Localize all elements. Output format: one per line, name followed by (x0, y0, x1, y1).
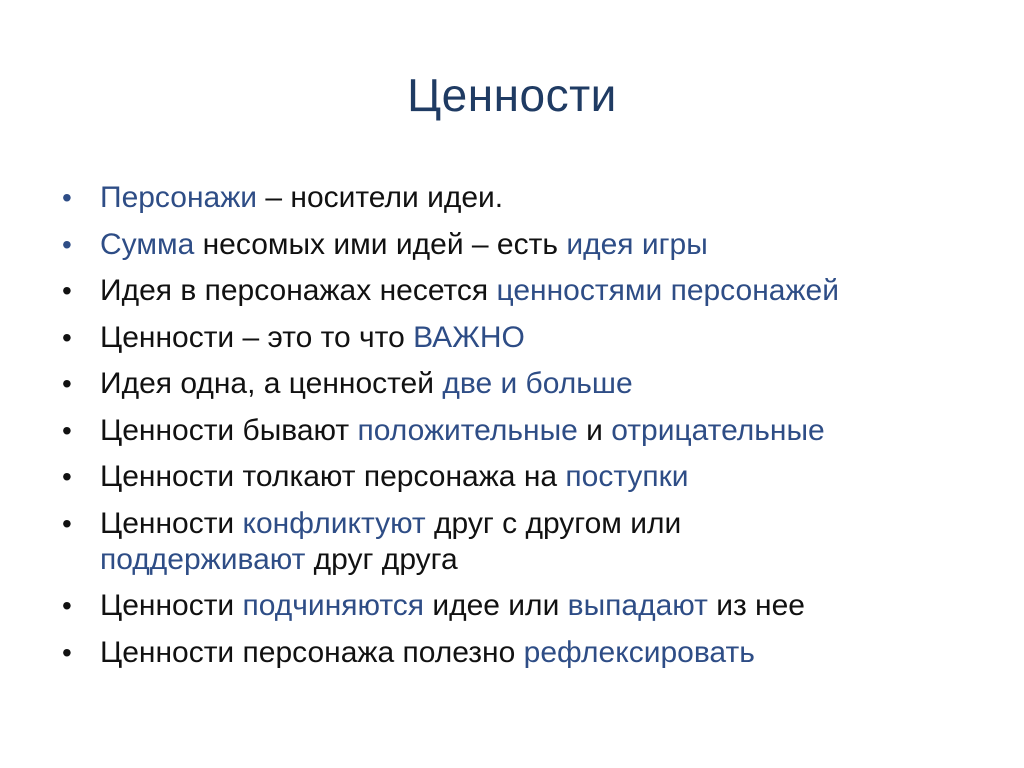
bullet-line (100, 459, 1000, 495)
bullet-marker: • (62, 590, 72, 621)
body-text: друг друга (305, 542, 458, 576)
bullet-line (100, 320, 1000, 356)
bullet-marker: • (62, 414, 72, 446)
bullet-line (100, 273, 1000, 309)
body-text: Ценности – это то что (100, 320, 414, 354)
bullet-line (100, 366, 1000, 402)
highlight-text: отрицательные (611, 413, 825, 447)
bullet-item (60, 273, 1000, 309)
highlight-text: идея игры (566, 227, 708, 261)
bullet-item (60, 366, 1000, 402)
bullet-item (60, 413, 1000, 449)
bullet-line (100, 635, 1000, 671)
slide-title: Ценности (407, 69, 617, 121)
bullet-line (100, 506, 1000, 542)
bullet-marker: • (62, 368, 72, 399)
bullet-item (60, 227, 1000, 263)
bullet-list (60, 180, 1000, 681)
bullet-marker: • (62, 507, 72, 539)
highlight-text: положительные (357, 413, 578, 447)
bullet-item (60, 588, 1000, 624)
body-text: идее или (424, 589, 568, 622)
bullet-line (100, 180, 1000, 216)
highlight-text: подчиняются (242, 589, 424, 622)
bullet-item (60, 320, 1000, 356)
body-text: Идея одна, а ценностей (100, 367, 443, 400)
body-text: Ценности персонажа полезно (100, 635, 524, 669)
highlight-text: поступки (565, 460, 689, 493)
body-text: Ценности (100, 506, 243, 540)
body-text: Ценности толкают персонажа на (100, 460, 566, 493)
body-text: друг с другом или (425, 506, 682, 540)
body-text: Идея в персонажах несется (100, 274, 497, 307)
highlight-text: две и больше (442, 367, 633, 400)
bullet-item (60, 635, 1000, 671)
body-text: несомых ими идей – есть (194, 227, 567, 261)
bullet-item (60, 459, 1000, 495)
bullet-marker: • (62, 321, 72, 353)
bullet-marker: • (62, 636, 72, 668)
highlight-text: ценностями персонажей (496, 274, 839, 307)
bullet-item (60, 506, 1000, 578)
bullet-marker: • (62, 461, 72, 492)
highlight-text: ВАЖНО (413, 320, 525, 354)
bullet-item (60, 180, 1000, 216)
bullet-line (100, 227, 1000, 263)
bullet-marker: • (62, 182, 72, 213)
highlight-text: Персонажи (100, 181, 258, 214)
highlight-text: конфликтуют (242, 506, 426, 540)
highlight-text: рефлексировать (523, 635, 755, 669)
body-text: – носители идеи. (257, 181, 504, 214)
bullet-line (100, 413, 1000, 449)
body-text: Ценности (100, 589, 243, 622)
bullet-line (100, 542, 1000, 578)
highlight-text: выпадают (567, 589, 708, 622)
highlight-text: Сумма (100, 227, 195, 261)
bullet-marker: • (62, 275, 72, 306)
body-text: Ценности бывают (100, 413, 358, 447)
bullet-marker: • (62, 228, 72, 260)
highlight-text: поддерживают (100, 542, 306, 576)
body-text: из нее (707, 589, 805, 622)
bullet-line (100, 588, 1000, 624)
body-text: и (577, 413, 612, 447)
